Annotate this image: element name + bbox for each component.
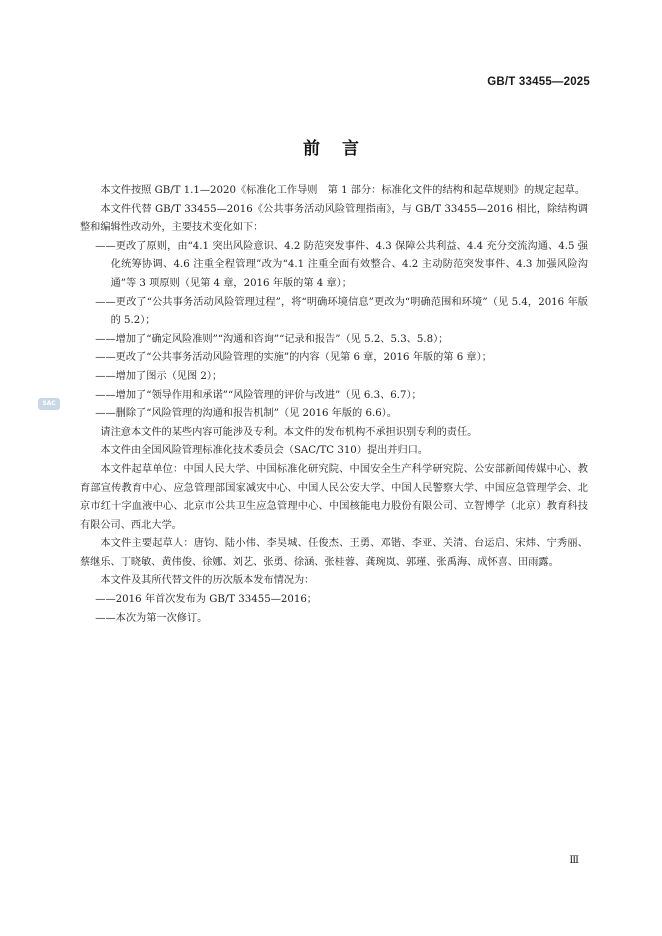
paragraph-drafting-rules: 本文件按照 GB/T 1.1—2020《标准化工作导则 第 1 部分：标准化文件的结构和起草规则》的规定起草。	[100, 185, 586, 196]
paragraph-history-intro: 本文件及其所代替文件的历次版本发布情况为：	[100, 575, 315, 587]
paragraph-drafting-units: 本文件起草单位：中国人民大学、中国标准化研究院、中国安全生产科学研究院、公安部新闻传媒中心、教育部宣传教育中心、应急管理部国家减灾中心、中国人民公安大学、中国人民警察大学、中国应急管理学会、北京市红十字血液中心、北京市公共卫生应急管理中心、中国核能电力股份有限公司、立智博学（北京）教育科技有限公司、西北大学。	[80, 463, 588, 531]
page-title: 前言	[303, 139, 381, 159]
foreword-body	[80, 182, 588, 628]
change-item-leadership: ——增加了“领导作用和承诺”“风险管理的评价与改进”（见 6.3、6.7）；	[95, 389, 422, 401]
change-item-process: ——更改了“公共事务活动风险管理过程”，将“明确环境信息”更改为“明确范围和环境”（见 5.4，2016 年版的 5.2）；	[95, 296, 588, 327]
paragraph-replacement: 本文件代替 GB/T 33455—2016《公共事务活动风险管理指南》，与 GB/T 33455—2016 相比，除结构调整和编辑性改动外，主要技术变化如下：	[80, 203, 588, 234]
history-item-revision: ——本次为第一次修订。	[95, 612, 208, 624]
change-item-deleted: ——删除了“风险管理的沟通和报告机制”（见 2016 年版的 6.6）。	[95, 408, 397, 420]
change-item-principles: ——更改了原则，由“4.1 突出风险意识、4.2 防范突发事件、4.3 保障公共利益、4.4 充分交流沟通、4.5 强化统筹协调、4.6 注重全程管理”改为“4.1 注重全面有效整合、4.2 主动防范突发事件、4.3 加强风险沟通”等 3 项原则（见第 4 章，2016 年版的第 4 章）；	[95, 240, 588, 289]
page-number: Ⅲ	[569, 855, 579, 866]
change-item-criteria: ——增加了“确定风险准则”“沟通和咨询”“记录和报告”（见 5.2、5.3、5.8）；	[95, 333, 449, 345]
change-item-figure: ——增加了图示（见图 2）；	[95, 370, 223, 382]
history-item-first: ——2016 年首次发布为 GB/T 33455—2016；	[95, 594, 317, 606]
paragraph-drafters: 本文件主要起草人：唐钧、陆小伟、李昊城、任俊杰、王勇、邓锴、李亚、关清、台运启、宋炜、宁秀丽、蔡继乐、丁晓敏、黄伟俊、徐娜、刘艺、张勇、徐涵、张桂蓉、龚琬岚、郭瑾、张禹海、成怀喜、田雨露。	[80, 538, 588, 568]
change-item-implementation: ——更改了“公共事务活动风险管理的实施”的内容（见第 6 章，2016 年版的第 6 章）；	[95, 352, 492, 364]
paragraph-patent-note: 请注意本文件的某些内容可能涉及专利。本文件的发布机构不承担识别专利的责任。	[100, 426, 478, 438]
paragraph-committee: 本文件由全国风险管理标准化技术委员会（SAC/TC 310）提出并归口。	[100, 445, 429, 457]
sac-watermark-icon: SAC	[38, 398, 60, 410]
standard-number: GB/T 33455—2025	[487, 76, 590, 88]
